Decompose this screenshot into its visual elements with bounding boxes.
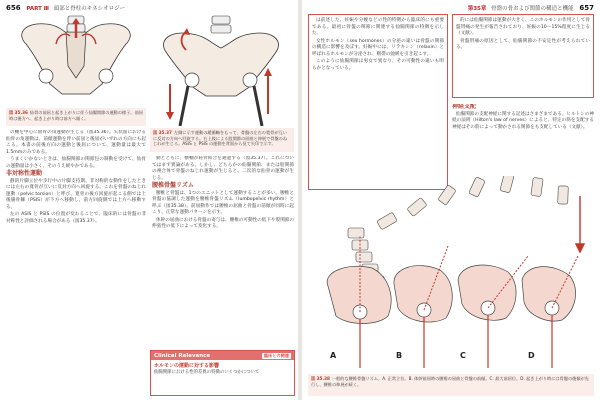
pelvis-figure-b bbox=[150, 14, 294, 126]
paragraph: 静的片脚立位や歩行中の片脚支持期、非対称的な動作をしたときには左右の寛骨が互いに反対方向へ回旋する。これを骨盤のねじれ運動（pelvic torsion）と呼び、寛骨の後方回旋が起こる側では上後腸骨棘（PSIS）が下方へ移動し、前方回旋側では上方へ移動する。 bbox=[6, 178, 146, 210]
chapter-label: 第35章 bbox=[467, 6, 487, 12]
clinical-relevance-box bbox=[150, 350, 295, 396]
paragraph: 骨盤帯痛の原因として、仙腸関節の不安定性が考えられている。 bbox=[456, 38, 590, 50]
figure-b-caption bbox=[150, 128, 294, 152]
paragraph: 女性ホルモン（sex hormones）の分泌の違いは骨盤の関節の構造に影響を及ぼす。妊娠中には、リラキシン（relaxin）と呼ばれるホルモンが分泌され、靭帯の弛緩を引き起こす。 bbox=[312, 38, 444, 57]
figure-a-caption-number: 図 35.36 bbox=[9, 110, 28, 115]
section-heading-rhythm: 腰椎骨盤リズム bbox=[152, 182, 194, 189]
right-page-header bbox=[468, 4, 594, 12]
paragraph: このように仙腸関節は男女で異なり、その可動性の違いも明らかとなっている。 bbox=[312, 59, 444, 71]
left-column-2 bbox=[152, 156, 294, 346]
paragraph: は前述した、妊娠や分娩などの性的特徴から臨床的にも重要である。最初に骨盤の関節に関連する仙腸関節の特徴を示した。 bbox=[312, 18, 444, 36]
pelvis-figure-a bbox=[6, 14, 146, 106]
sex-difference-box bbox=[308, 14, 448, 190]
figure-label-d: D bbox=[528, 351, 535, 360]
paragraph: 動とともに、横軸が恥骨結合を通過する（図35.37）。これについてはまず異論がある。しかし、どちらかの仙腸関節、または股関節の複合体で骨盤のねじれ運動が生じると、二次的な仙骨の運動が生じる。 bbox=[152, 156, 294, 181]
paragraph: 腰椎と骨盤は、1つのユニットとして運動することが多い。腰椎と骨盤の協調した運動を腰椎骨盤リズム（lumbopelvic rhythm）と呼ぶ（図35.38）。前屈動作では腰椎の屈曲と骨盤の前傾が同時に起こり、正常な運動パターンを示す。 bbox=[152, 190, 294, 215]
paragraph: 体幹の屈曲における骨盤の寄与は、腰椎の可動性の低下や股関節の伸張性の低下によって変化する。 bbox=[152, 217, 294, 229]
section-heading-innervation: 神経支配 bbox=[452, 104, 477, 110]
left-column-1 bbox=[6, 130, 146, 396]
paragraph: 左の ASIS と PSIS の位置が変わることで、臨床的には骨盤の非対称性と評価される場合がある（図35.37）。 bbox=[6, 212, 146, 224]
right-column-2 bbox=[452, 104, 594, 174]
figure-b-caption-number: 図 35.37 bbox=[153, 130, 172, 135]
paragraph: の軸を中心に仙骨の角運動が生じる（図35.36）。矢状面における仙骨の角運動は、前傾運動を伴い前屈と後屈がいずれの方向にも起こる。本書の前後方向の運動と後屈について、運動量は最大で1.5mmのみである。 bbox=[6, 130, 146, 155]
figure-a-caption bbox=[6, 108, 146, 126]
part-title: 頭部と脊柱のキネシオロジー bbox=[53, 6, 126, 12]
clinical-relevance-bar bbox=[151, 351, 294, 360]
figure-c-caption-text: 一般的な腰椎骨盤リズム。A. 正常立位。B. 体幹前屈時の腰椎の屈曲と骨盤の前傾。C. 最大前屈位。D. 起き上がり時には骨盤の後傾が先行し、腰椎の伸展が続く。 bbox=[311, 376, 589, 387]
figure-label-b: B bbox=[396, 351, 403, 360]
left-page bbox=[0, 0, 298, 400]
hormone-box-continued bbox=[452, 14, 594, 98]
clinical-relevance-text: 仙腸関節における性的差異の特徴のいくつかについて bbox=[154, 370, 260, 375]
figure-b-caption-text: 左側に示す運動の緩衝軸をもって、骨盤の左右の寛骨が互いに反対の方向へ回旋する。右上肢による股関節の屈曲と伸展で骨盤のねじれが生じる。ASIS と PSIS の運動を背面から見て矢印で示す。 bbox=[153, 130, 288, 147]
lumbopelvic-rhythm-figure bbox=[308, 176, 594, 372]
chapter-title: 骨盤の骨および関節の構造と機能 bbox=[491, 6, 574, 12]
figure-label-c: C bbox=[460, 351, 466, 360]
paragraph: うまくいかないときは、仙腸関節の関節包の制動を受けて、仙骨の運動量は小さく、そのうえ緩やかである。 bbox=[6, 157, 146, 169]
left-page-number: 656 bbox=[6, 4, 21, 12]
section-heading-asymmetric: 非対称性運動 bbox=[6, 170, 43, 177]
right-page bbox=[302, 0, 600, 400]
clinical-relevance-tag: 臨床との関連 bbox=[263, 352, 289, 358]
figure-a-caption-text: 仙骨の前屈と起き上がりに伴う仙腸関節の運動の様子。前屈時は後方へ、起き上がり時は前方へ傾く。 bbox=[9, 110, 143, 121]
figure-c-caption bbox=[308, 374, 594, 396]
left-page-header bbox=[6, 4, 125, 12]
clinical-relevance-label: Clinical Relevance bbox=[154, 352, 211, 359]
clinical-relevance-title: ホルモンの運動に対する影響 bbox=[154, 363, 220, 369]
figure-c-caption-number: 図 35.38 bbox=[311, 376, 330, 381]
right-page-number: 657 bbox=[579, 4, 594, 12]
figure-label-a: A bbox=[330, 351, 337, 360]
paragraph: 仙腸関節の支配神経に関する記述はさまざまである。ヒルトンの神経の法則（Hilton's law of nerves）によると、特定の筋を支配する神経はその筋によって動かされる関節をも支配している（文献）。 bbox=[452, 111, 594, 130]
paragraph: 的には仙腸関節は運動が大きく、このホルモンの作用として骨盤帯痛の発生が報告されており、妊娠の10〜15%程度に生じる（文献）。 bbox=[456, 18, 590, 36]
part-label: PART Ⅲ bbox=[26, 6, 50, 12]
